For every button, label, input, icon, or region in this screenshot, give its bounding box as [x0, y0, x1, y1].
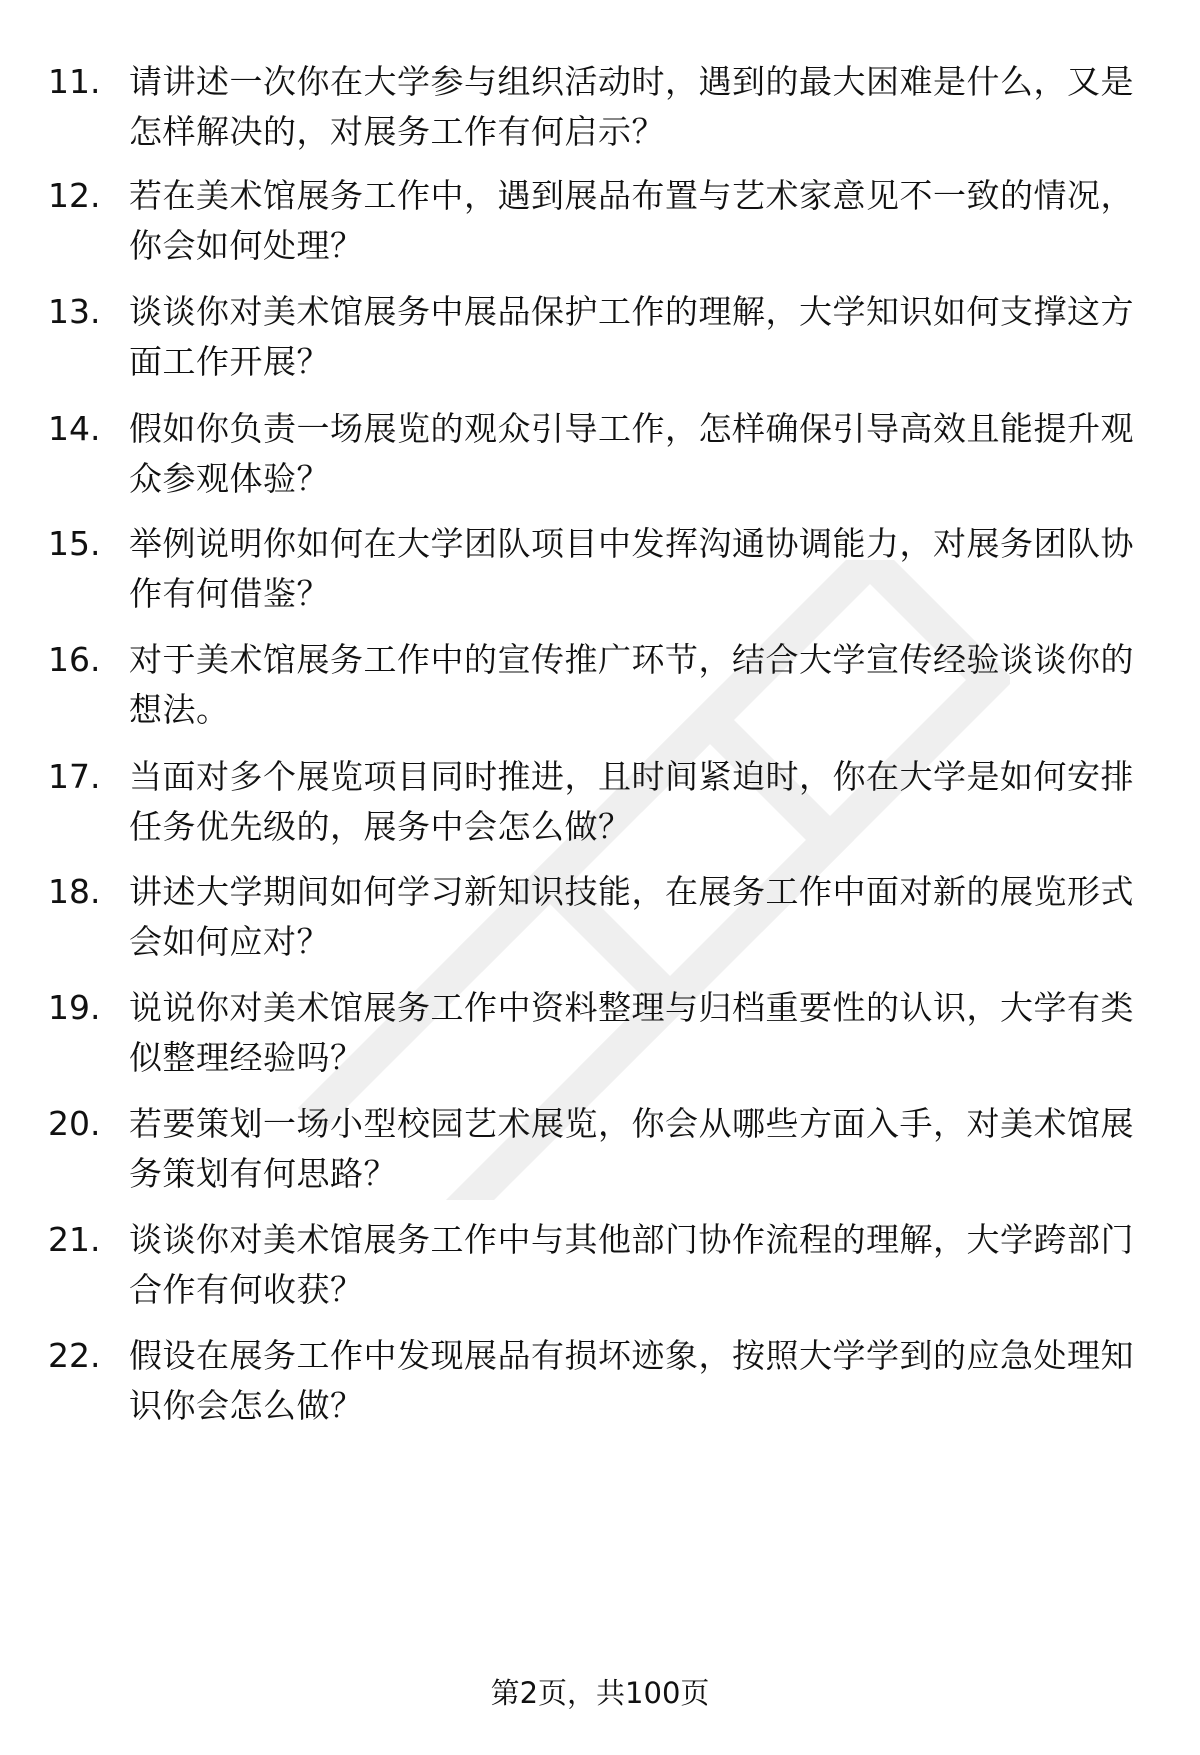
question-text: 请讲述一次你在大学参与组织活动时，遇到的最大困难是什么，又是怎样解决的，对展务工作有何启示？ — [129, 62, 1134, 151]
question-number: 21. — [48, 1220, 101, 1259]
question-item — [48, 752, 1158, 862]
question-number: 17. — [48, 757, 101, 796]
question-text: 若要策划一场小型校园艺术展览，你会从哪些方面入手，对美术馆展务策划有何思路？ — [129, 1104, 1134, 1193]
question-item — [48, 171, 1158, 281]
question-item — [48, 57, 1158, 167]
question-number: 19. — [48, 988, 101, 1027]
question-text: 当面对多个展览项目同时推进，且时间紧迫时，你在大学是如何安排任务优先级的，展务中会怎么做？ — [129, 757, 1134, 846]
question-number: 14. — [48, 409, 101, 448]
question-item — [48, 1215, 1158, 1325]
question-number: 20. — [48, 1104, 101, 1143]
question-text: 假如你负责一场展览的观众引导工作，怎样确保引导高效且能提升观众参观体验？ — [129, 409, 1134, 498]
question-item — [48, 519, 1158, 629]
question-text: 谈谈你对美术馆展务工作中与其他部门协作流程的理解，大学跨部门合作有何收获？ — [129, 1220, 1134, 1309]
question-item — [48, 983, 1158, 1093]
page-indicator: 第2页，共100页 — [490, 1676, 710, 1710]
question-item — [48, 287, 1158, 397]
question-item — [48, 404, 1158, 514]
question-item — [48, 635, 1158, 745]
question-number: 15. — [48, 524, 101, 563]
question-text: 谈谈你对美术馆展务中展品保护工作的理解，大学知识如何支撑这方面工作开展？ — [129, 292, 1134, 381]
question-number: 12. — [48, 176, 101, 215]
question-text: 假设在展务工作中发现展品有损坏迹象，按照大学学到的应急处理知识你会怎么做？ — [129, 1336, 1134, 1425]
question-text: 若在美术馆展务工作中，遇到展品布置与艺术家意见不一致的情况，你会如何处理？ — [129, 176, 1134, 265]
question-number: 13. — [48, 292, 101, 331]
question-text: 说说你对美术馆展务工作中资料整理与归档重要性的认识，大学有类似整理经验吗？ — [129, 988, 1134, 1077]
question-number: 16. — [48, 640, 101, 679]
question-item — [48, 1331, 1158, 1441]
question-number: 18. — [48, 872, 101, 911]
question-item — [48, 1099, 1158, 1209]
question-text: 对于美术馆展务工作中的宣传推广环节，结合大学宣传经验谈谈你的想法。 — [129, 640, 1134, 729]
question-text: 举例说明你如何在大学团队项目中发挥沟通协调能力，对展务团队协作有何借鉴？ — [129, 524, 1134, 613]
question-item — [48, 867, 1158, 977]
question-text: 讲述大学期间如何学习新知识技能，在展务工作中面对新的展览形式会如何应对？ — [129, 872, 1134, 961]
question-number: 11. — [48, 62, 101, 101]
question-number: 22. — [48, 1336, 101, 1375]
